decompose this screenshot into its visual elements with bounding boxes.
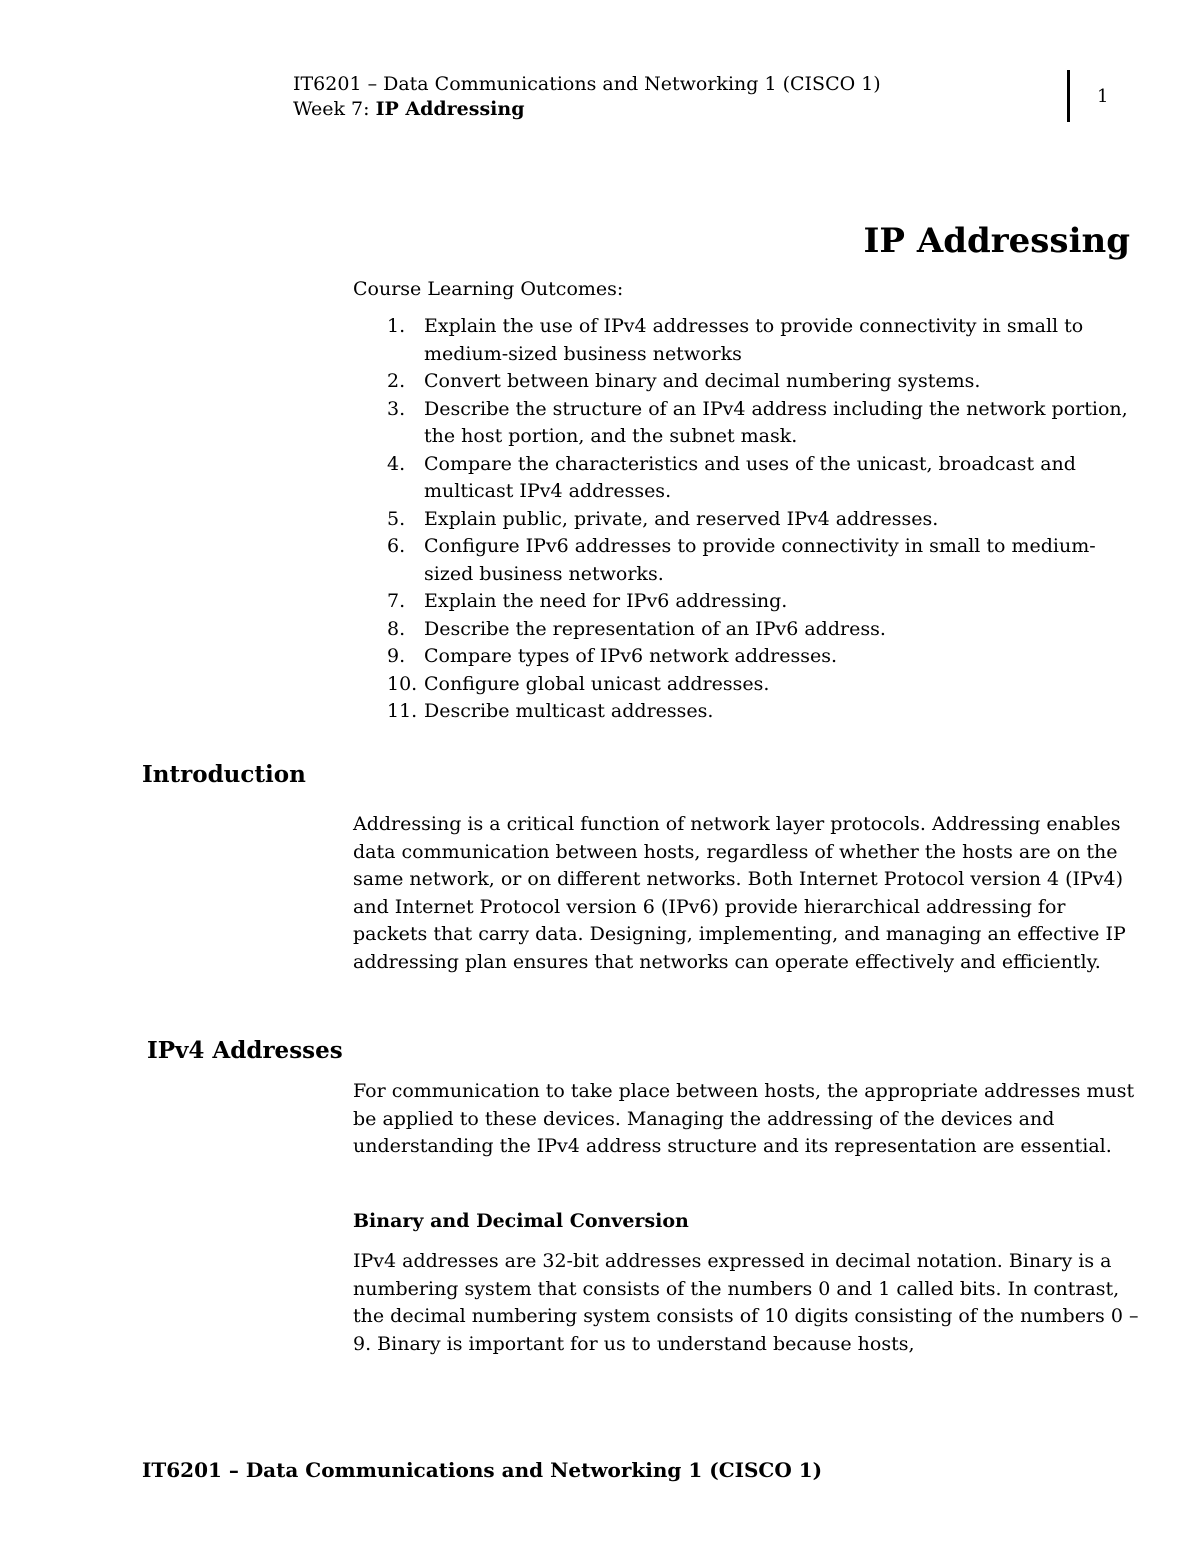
introduction-heading: Introduction: [142, 761, 306, 788]
learning-outcomes-label: Course Learning Outcomes:: [353, 278, 624, 300]
learning-outcome-text: Compare types of IPv6 network addresses.: [424, 645, 838, 667]
learning-outcome-text: Explain the use of IPv4 addresses to provide connectivity in small to medium-sized business networks: [424, 315, 1084, 365]
learning-outcome-number: 4.: [387, 452, 406, 475]
learning-outcome-text: Convert between binary and decimal numbering systems.: [424, 370, 981, 392]
learning-outcome-number: 10.: [387, 672, 418, 695]
learning-outcome-item: [353, 451, 1143, 506]
introduction-paragraph: Addressing is a critical function of network layer protocols. Addressing enables data communication between hosts, regardless of whether the hosts are on the same network, or on different networks. Both Internet Protocol version 4 (IPv4) and Internet Protocol version 6 (IPv6) provide hierarchical addressing for packets that carry data. Designing, implementing, and managing an effective IP addressing plan ensures that networks can operate effectively and efficiently.: [353, 813, 1126, 973]
learning-outcome-number: 3.: [387, 397, 406, 420]
learning-outcome-number: 9.: [387, 645, 406, 667]
ipv4-addresses-paragraph: For communication to take place between hosts, the appropriate addresses must be applied to these devices. Managing the addressing of the devices and understanding the IPv4 address structure and its representation are essential.: [353, 1080, 1135, 1158]
learning-outcome-number: 5.: [387, 507, 406, 530]
learning-outcome-number: 8.: [387, 617, 406, 640]
learning-outcome-item: [353, 698, 1143, 726]
learning-outcome-text: Explain public, private, and reserved IPv4 addresses.: [424, 507, 939, 530]
learning-outcome-item: [353, 671, 1143, 699]
learning-outcome-text: Explain the need for IPv6 addressing.: [424, 590, 788, 612]
page-title: IP Addressing: [863, 221, 1130, 261]
binary-decimal-subheading: Binary and Decimal Conversion: [353, 1210, 689, 1232]
learning-outcome-text: Describe the representation of an IPv6 address.: [424, 617, 886, 640]
learning-outcome-item: [353, 506, 1143, 534]
learning-outcome-text: Describe the structure of an IPv4 address including the network portion, the host portion, and the subnet mask.: [424, 397, 1128, 447]
page-footer: IT6201 – Data Communications and Networking 1 (CISCO 1): [142, 1458, 823, 1482]
ipv4-addresses-heading: IPv4 Addresses: [147, 1037, 343, 1064]
learning-outcome-text: Compare the characteristics and uses of the unicast, broadcast and multicast IPv4 addresses.: [424, 452, 1076, 502]
header-week-label: Week 7:: [293, 98, 376, 120]
header-week-line: [293, 97, 524, 121]
binary-decimal-paragraph: IPv4 addresses are 32-bit addresses expressed in decimal notation. Binary is a numbering system that consists of the numbers 0 and 1 called bits. In contrast, the decimal numbering system consists of 10 digits consisting of the numbers 0 –9. Binary is important for us to understand because hosts,: [353, 1250, 1139, 1355]
learning-outcome-item: [353, 533, 1143, 588]
learning-outcomes-list: [353, 313, 1143, 726]
learning-outcome-number: 11.: [387, 700, 418, 722]
learning-outcome-text: Describe multicast addresses.: [424, 700, 714, 722]
learning-outcome-number: 6.: [387, 535, 406, 557]
page-number: 1: [1097, 86, 1109, 107]
learning-outcome-item: [353, 616, 1143, 644]
learning-outcome-item: [353, 588, 1143, 616]
learning-outcome-number: 2.: [387, 370, 406, 392]
learning-outcome-item: [353, 368, 1143, 396]
learning-outcome-text: Configure IPv6 addresses to provide connectivity in small to medium-sized business networks.: [424, 535, 1096, 585]
header-course-title: IT6201 – Data Communications and Networking 1 (CISCO 1): [293, 73, 881, 95]
learning-outcome-item: [353, 313, 1143, 368]
learning-outcome-text: Configure global unicast addresses.: [424, 672, 770, 695]
learning-outcome-item: [353, 396, 1143, 451]
header-week-topic: IP Addressing: [375, 98, 525, 120]
learning-outcome-number: 7.: [387, 590, 406, 612]
learning-outcome-number: 1.: [387, 315, 406, 337]
learning-outcome-item: [353, 643, 1143, 671]
header-divider: [1067, 70, 1070, 122]
